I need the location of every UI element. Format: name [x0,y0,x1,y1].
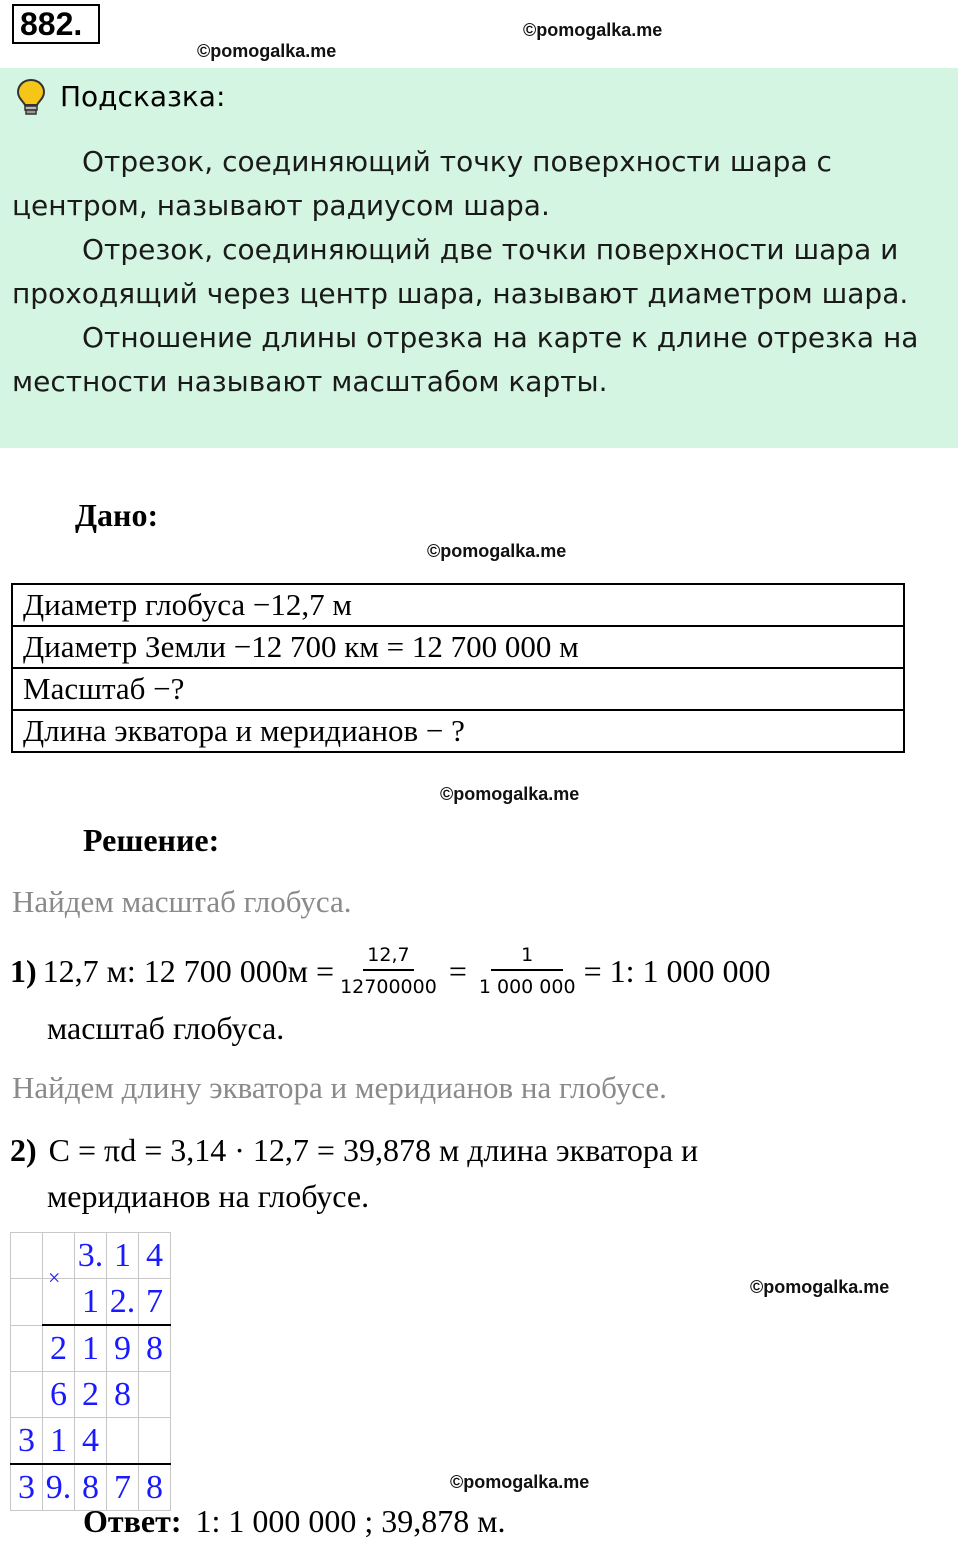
fraction [340,944,437,998]
grid-cell [107,1418,139,1465]
step-number: 2) [10,1132,37,1168]
answer-value: 1: 1 000 000 ; 39,878 м. [195,1503,506,1539]
grid-cell: 3 [11,1418,43,1465]
given-table [11,583,905,753]
grid-cell: 1 [43,1418,75,1465]
fraction-denominator: 1 000 000 [478,976,576,998]
grid-cell [139,1372,171,1418]
grid-cell: 2. [107,1279,139,1326]
given-row: Диаметр глобуса −12,7 м [12,584,904,626]
grid-cell [139,1418,171,1465]
grid-cell: 8 [107,1372,139,1418]
grid-cell: 1 [75,1279,107,1326]
watermark: ©pomogalka.me [197,41,337,61]
grid-cell: 1 [107,1233,139,1279]
grid-cell: 8 [139,1325,171,1372]
hint-paragraph: Отрезок, соединяющий две точки поверхности шара и проходящий через центр шара, называют диаметром шара. [12,233,909,310]
grid-cell: 8 [75,1464,107,1511]
given-row: Диаметр Земли −12 700 км = 12 700 000 м [12,626,904,668]
grid-cell: 9 [107,1325,139,1372]
grid-cell: 7 [107,1464,139,1511]
answer [83,1503,506,1540]
grid-cell [11,1372,43,1418]
grid-cell: 3 [11,1464,43,1511]
given-row: Масштаб −? [12,668,904,710]
watermark: ©pomogalka.me [750,1277,890,1297]
solution-note: Найдем длину экватора и меридианов на глобусе. [12,1070,667,1105]
given-title: Дано: [75,497,159,533]
grid-cell [11,1279,43,1326]
grid-cell: 7 [139,1279,171,1326]
multiply-sign: × [48,1265,61,1290]
watermark: ©pomogalka.me [440,784,580,804]
solution-note: Найдем масштаб глобуса. [12,884,352,919]
grid-cell: 2 [75,1372,107,1418]
hint-paragraph: Отрезок, соединяющий точку поверхности шара с центром, называют радиусом шара. [12,145,832,222]
fraction-numerator: 1 [491,944,563,971]
watermark: ©pomogalka.me [427,541,567,561]
step-text: масштаб глобуса. [47,1010,285,1046]
grid-cell [11,1233,43,1279]
fraction [479,944,576,998]
watermark: ©pomogalka.me [523,20,663,40]
grid-cell: 4 [139,1233,171,1279]
multiplication-grid [10,1232,171,1511]
grid-cell: 4 [75,1418,107,1465]
equals-sign: = [448,952,467,989]
step-expression: 12,7 м: 12 700 000м = [42,952,335,989]
step-number: 1) [10,952,37,989]
answer-label: Ответ: [83,1503,182,1539]
fraction-denominator: 12700000 [340,976,437,998]
hint-title: Подсказка: [60,80,226,113]
solution-step-2 [10,1132,698,1169]
grid-cell: 9. [43,1464,75,1511]
grid-cell: 8 [139,1464,171,1511]
solution-title: Решение: [83,822,220,858]
hint-body [12,140,947,404]
watermark: ©pomogalka.me [450,1472,590,1492]
step-expression: C = πd = 3,14 · 12,7 = 39,878 м длина экватора и [48,1132,699,1168]
grid-cell: 1 [75,1325,107,1372]
grid-cell: 2 [43,1325,75,1372]
grid-cell [11,1325,43,1372]
hint-paragraph: Отношение длины отрезка на карте к длине отрезка на местности называют масштабом карты. [12,321,919,398]
step-text: меридианов на глобусе. [47,1178,370,1214]
lightbulb-icon [16,78,46,116]
task-number: 882. [12,4,100,44]
fraction-numerator: 12,7 [363,944,413,971]
grid-cell: 3. [75,1233,107,1279]
grid-cell: 6 [43,1372,75,1418]
step-result: = 1: 1 000 000 [583,952,771,989]
given-row: Длина экватора и меридианов − ? [12,710,904,752]
solution-step-1 [10,944,771,998]
